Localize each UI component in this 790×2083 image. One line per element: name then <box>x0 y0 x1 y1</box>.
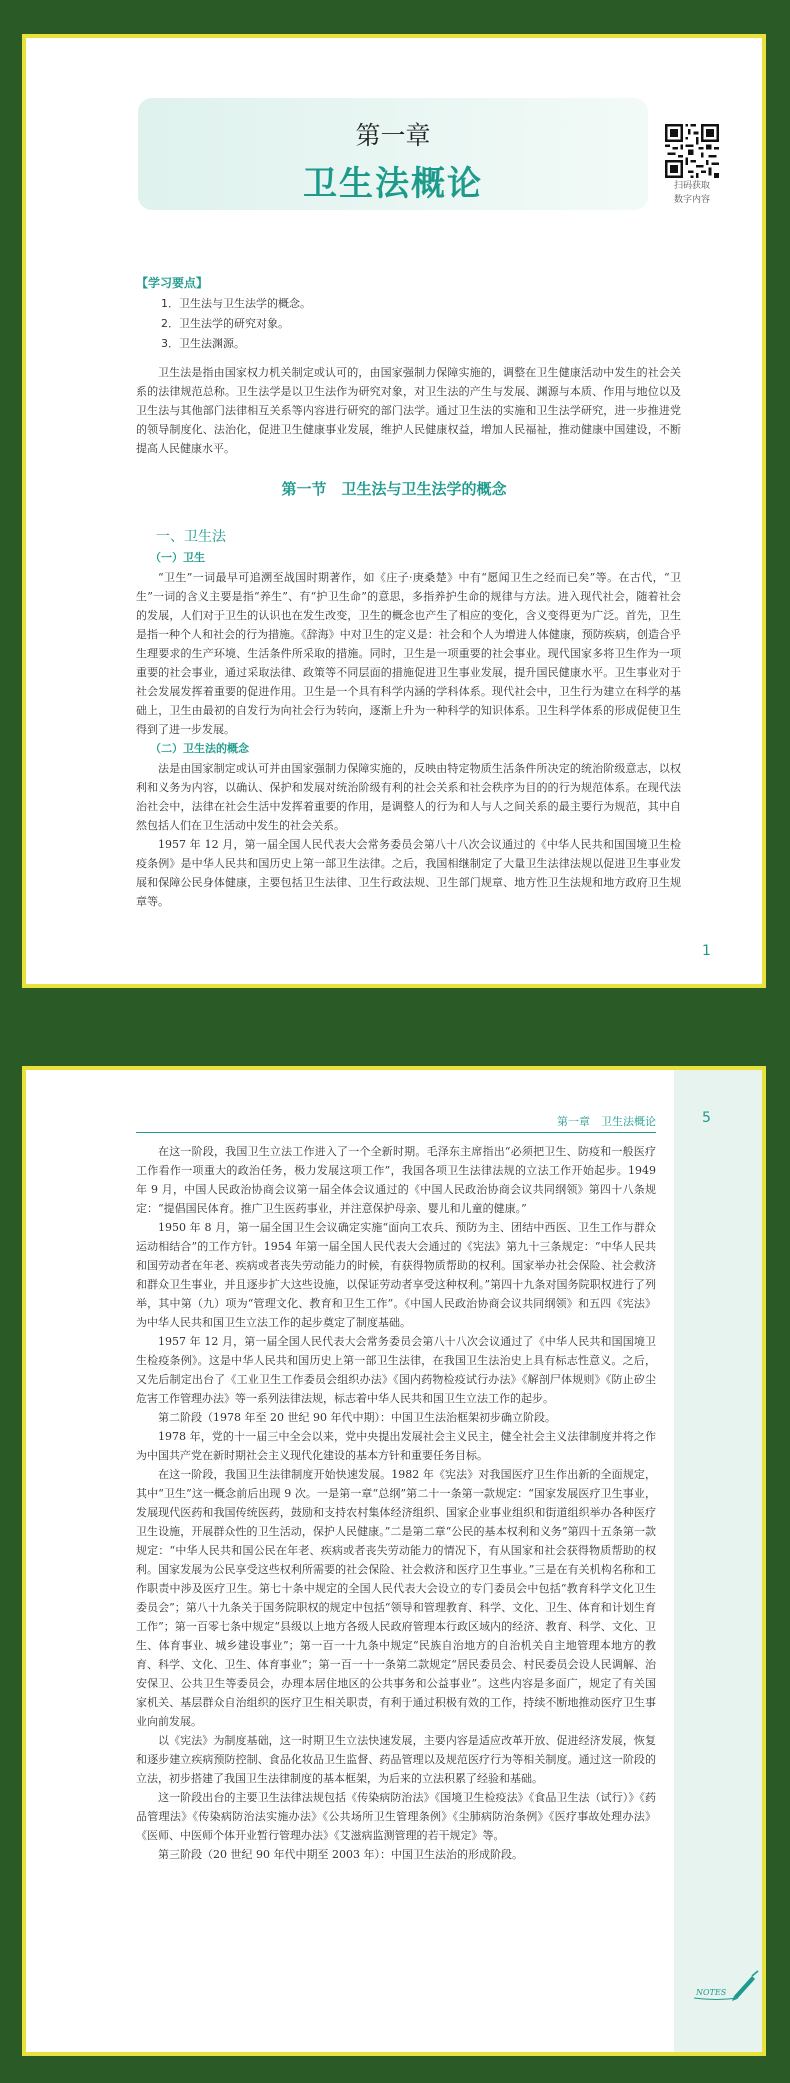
running-header-text: 第一章 卫生法概论 <box>557 1115 656 1128</box>
intro-paragraph: 卫生法是指由国家权力机关制定或认可的，由国家强制力保障实施的，调整在卫生健康活动中发生的社会关系的法律规范总称。卫生法学是以卫生法作为研究对象，对卫生法的产生与发展、渊源与本质、作用与地位以及卫生法与其他部门法律相互关系等内容进行研究的部门法学。通过卫生法的实施和卫生法学研究，进一步推进党的领导制度化、法治化，促进卫生健康事业发展，维护人民健康权益，增加人民福祉，推动健康中国建设，不断提高人民健康水平。 <box>136 366 681 455</box>
keypoint-item: 1．卫生法与卫生法学的概念。 <box>161 297 311 310</box>
body-paragraph: 以《宪法》为制度基础，这一时期卫生立法快速发展，主要内容是适应改革开放、促进经济发展，恢复和逐步建立疾病预防控制、食品化妆品卫生监督、药品管理以及规范医疗行为等相关制度。通过这一阶段的立法，初步搭建了我国卫生法律制度的基本框架，为后来的立法积累了经验和基础。 <box>136 1734 656 1785</box>
body-paragraph: 在这一阶段，我国卫生立法工作进入了一个全新时期。毛泽东主席指出“必须把卫生、防疫和一般医疗工作看作一项重大的政治任务，极力发展这项工作”，我国各项卫生法律法规的立法工作开始起步。1949 年 9 月，中国人民政治协商会议第一届全体会议通过的《中国人民政治协商会议共同纲领》第四十八条规定：“提倡国民体育。推广卫生医药事业，并注意保护母亲、婴儿和儿童的健康。” <box>136 1145 656 1215</box>
chapter-label: 第一章 <box>355 121 431 150</box>
subsection-title: 一、卫生法 <box>156 529 226 545</box>
page-2 <box>22 1066 766 2056</box>
page2-body <box>136 1142 656 1864</box>
body-paragraph: 1978 年，党的十一届三中全会以来，党中央提出发展社会主义民主，健全社会主义法律制度并将之作为中国共产党在新时期社会主义现代化建设的基本方针和重要任务目标。 <box>136 1430 656 1462</box>
subsub-heading: （二）卫生法的概念 <box>150 742 249 755</box>
qr-caption-line2: 数字内容 <box>673 195 710 205</box>
page-number: 1 <box>702 943 711 959</box>
qr-code-block[interactable] <box>664 124 720 206</box>
subsub-heading: （一）卫生 <box>150 551 205 564</box>
body-paragraph: “卫生”一词最早可追溯至战国时期著作，如《庄子·庚桑楚》中有“愿闻卫生之经而已矣”等。在古代，“卫生”一词的含义主要是指“养生”、有“护卫生命”的意思，多指养护生命的规律与方法。进入现代社会，随着社会的发展，人们对于卫生的认识也在发生改变，卫生的概念也产生了相应的变化，含义变得更为广泛。首先，卫生是指一种个人和社会的行为措施。《辞海》中对卫生的定义是：社会和个人为增进人体健康，预防疾病，创造合乎生理要求的生产环境、生活条件所采取的措施。同时，卫生是一项重要的社会事业。现代国家多将卫生作为一项重要的社会事业，通过采取法律、政策等不同层面的措施促进卫生事业发展，提升国民健康水平。卫生事业对于社会发展发挥着重要的促进作用。卫生是一个具有科学内涵的学科体系。现代社会中，卫生行为建立在科学的基础上，卫生由最初的自发行为向社会行为转向，逐渐上升为一种科学的知识体系。卫生科学体系的形成促使卫生得到了进一步发展。 <box>136 571 681 736</box>
running-header <box>136 1110 656 1133</box>
body-paragraph: 1957 年 12 月，第一届全国人民代表大会常务委员会第八十八次会议通过的《中华人民共和国国境卫生检疫条例》是中华人民共和国历史上第一部卫生法律。之后，我国相继制定了大量卫生法律法规以促进卫生事业发展和保障公民身体健康，主要包括卫生法律、卫生行政法规、卫生部门规章、地方性卫生法规和地方政府卫生规章等。 <box>136 838 681 908</box>
notes-label: NOTES <box>696 1988 727 1997</box>
qr-code-icon <box>665 124 719 178</box>
keypoints-list <box>161 294 311 354</box>
page1-body <box>136 548 681 911</box>
keypoint-item: 3．卫生法渊源。 <box>161 337 245 350</box>
margin-strip <box>674 1070 766 2056</box>
body-paragraph: 这一阶段出台的主要卫生法律法规包括《传染病防治法》《国境卫生检疫法》《食品卫生法（试行）》《药品管理法》《传染病防治法实施办法》《公共场所卫生管理条例》《尘肺病防治条例》《医疗事故处理办法》《医师、中医师个体开业暂行管理办法》《艾滋病监测管理的若干规定》等。 <box>136 1791 656 1842</box>
body-paragraph: 在这一阶段，我国卫生法律制度开始快速发展。1982 年《宪法》对我国医疗卫生作出新的全面规定，其中“卫生”这一概念前后出现 9 次。一是第一章“总纲”第二十一条第一款规定：“国家发展医疗卫生事业，发展现代医药和我国传统医药，鼓励和支持农村集体经济组织、国家企业事业组织和街道组织举办各种医疗卫生设施，开展群众性的卫生活动，保护人民健康。”二是第二章“公民的基本权利和义务”第四十五条第一款规定：“中华人民共和国公民在年老、疾病或者丧失劳动能力的情况下，有从国家和社会获得物质帮助的权利。国家发展为公民享受这些权利所需要的社会保险、社会救济和医疗卫生事业。”三是在有关机构名称和工作职责中涉及医疗卫生。第七十条中规定的全国人民代表大会设立的专门委员会中包括“教育科学文化卫生委员会”；第八十九条关于国务院职权的规定中包括“领导和管理教育、科学、文化、卫生、体育和计划生育工作”；第一百零七条中规定“县级以上地方各级人民政府管理本行政区域内的经济、教育、科学、文化、卫生、体育事业、城乡建设事业”；第一百一十九条中规定“民族自治地方的自治机关自主地管理本地方的教育、科学、文化、卫生、体育事业”；第一百一十一条第二款规定“居民委员会、村民委员会设人民调解、治安保卫、公共卫生等委员会，办理本居住地区的公共事务和公益事业”。这些内容是多面广，规定了有关国家机关、基层群众自治组织的医疗卫生相关职责，有利于通过积极有效的工作，持续不断地推动医疗卫生事业向前发展。 <box>136 1468 656 1728</box>
keypoint-item: 2．卫生法学的研究对象。 <box>161 317 289 330</box>
body-paragraph: 第三阶段（20 世纪 90 年代中期至 2003 年）：中国卫生法治的形成阶段。 <box>158 1848 523 1861</box>
chapter-banner <box>138 98 648 210</box>
body-paragraph: 法是由国家制定或认可并由国家强制力保障实施的，反映由特定物质生活条件所决定的统治阶级意志，以权利和义务为内容，以确认、保护和发展对统治阶级有利的社会关系和社会秩序为目的的行为规范体系。在现代法治社会中，法律在社会生活中发挥着重要的作用，是调整人的行为和人与人之间关系的最主要行为规范，其中自然包括人们在卫生活动中发生的社会关系。 <box>136 762 681 832</box>
page-1 <box>22 34 766 988</box>
chapter-title: 卫生法概论 <box>303 164 483 204</box>
body-paragraph: 1957 年 12 月，第一届全国人民代表大会常务委员会第八十八次会议通过了《中华人民共和国国境卫生检疫条例》。这是中华人民共和国历史上第一部卫生法律，在我国卫生法治史上具有标志性意义。之后，又先后制定出台了《工业卫生工作委员会组织办法》《国内药物检疫试行办法》《解剖尸体规则》《防止矽尘危害工作管理办法》等一系列法律法规，标志着中华人民共和国卫生立法工作的起步。 <box>136 1335 656 1405</box>
body-paragraph: 第二阶段（1978 年至 20 世纪 90 年代中期）：中国卫生法治框架初步确立阶段。 <box>158 1411 556 1424</box>
page-number: 5 <box>702 1110 711 1126</box>
section-title: 第一节 卫生法与卫生法学的概念 <box>281 480 507 498</box>
keypoints-title: 【学习要点】 <box>136 276 209 290</box>
body-paragraph: 1950 年 8 月，第一届全国卫生会议确定实施“面向工农兵、预防为主、团结中西医、卫生工作与群众运动相结合”的工作方针。1954 年第一届全国人民代表大会通过的《宪法》第九十三条规定：“中华人民共和国劳动者在年老、疾病或者丧失劳动能力的时候，有获得物质帮助的权利。国家举办社会保险、社会救济和群众卫生事业，并且逐步扩大这些设施，以保证劳动者享受这种权利。”第四十九条对国务院职权进行了列举，其中第（九）项为“管理文化、教育和卫生工作”。《中国人民政治协商会议共同纲领》和五四《宪法》为中华人民共和国卫生立法工作的起步奠定了制度基础。 <box>136 1221 656 1329</box>
notes-pen-icon <box>676 1968 764 2008</box>
qr-caption-line1: 扫码获取 <box>673 181 710 191</box>
